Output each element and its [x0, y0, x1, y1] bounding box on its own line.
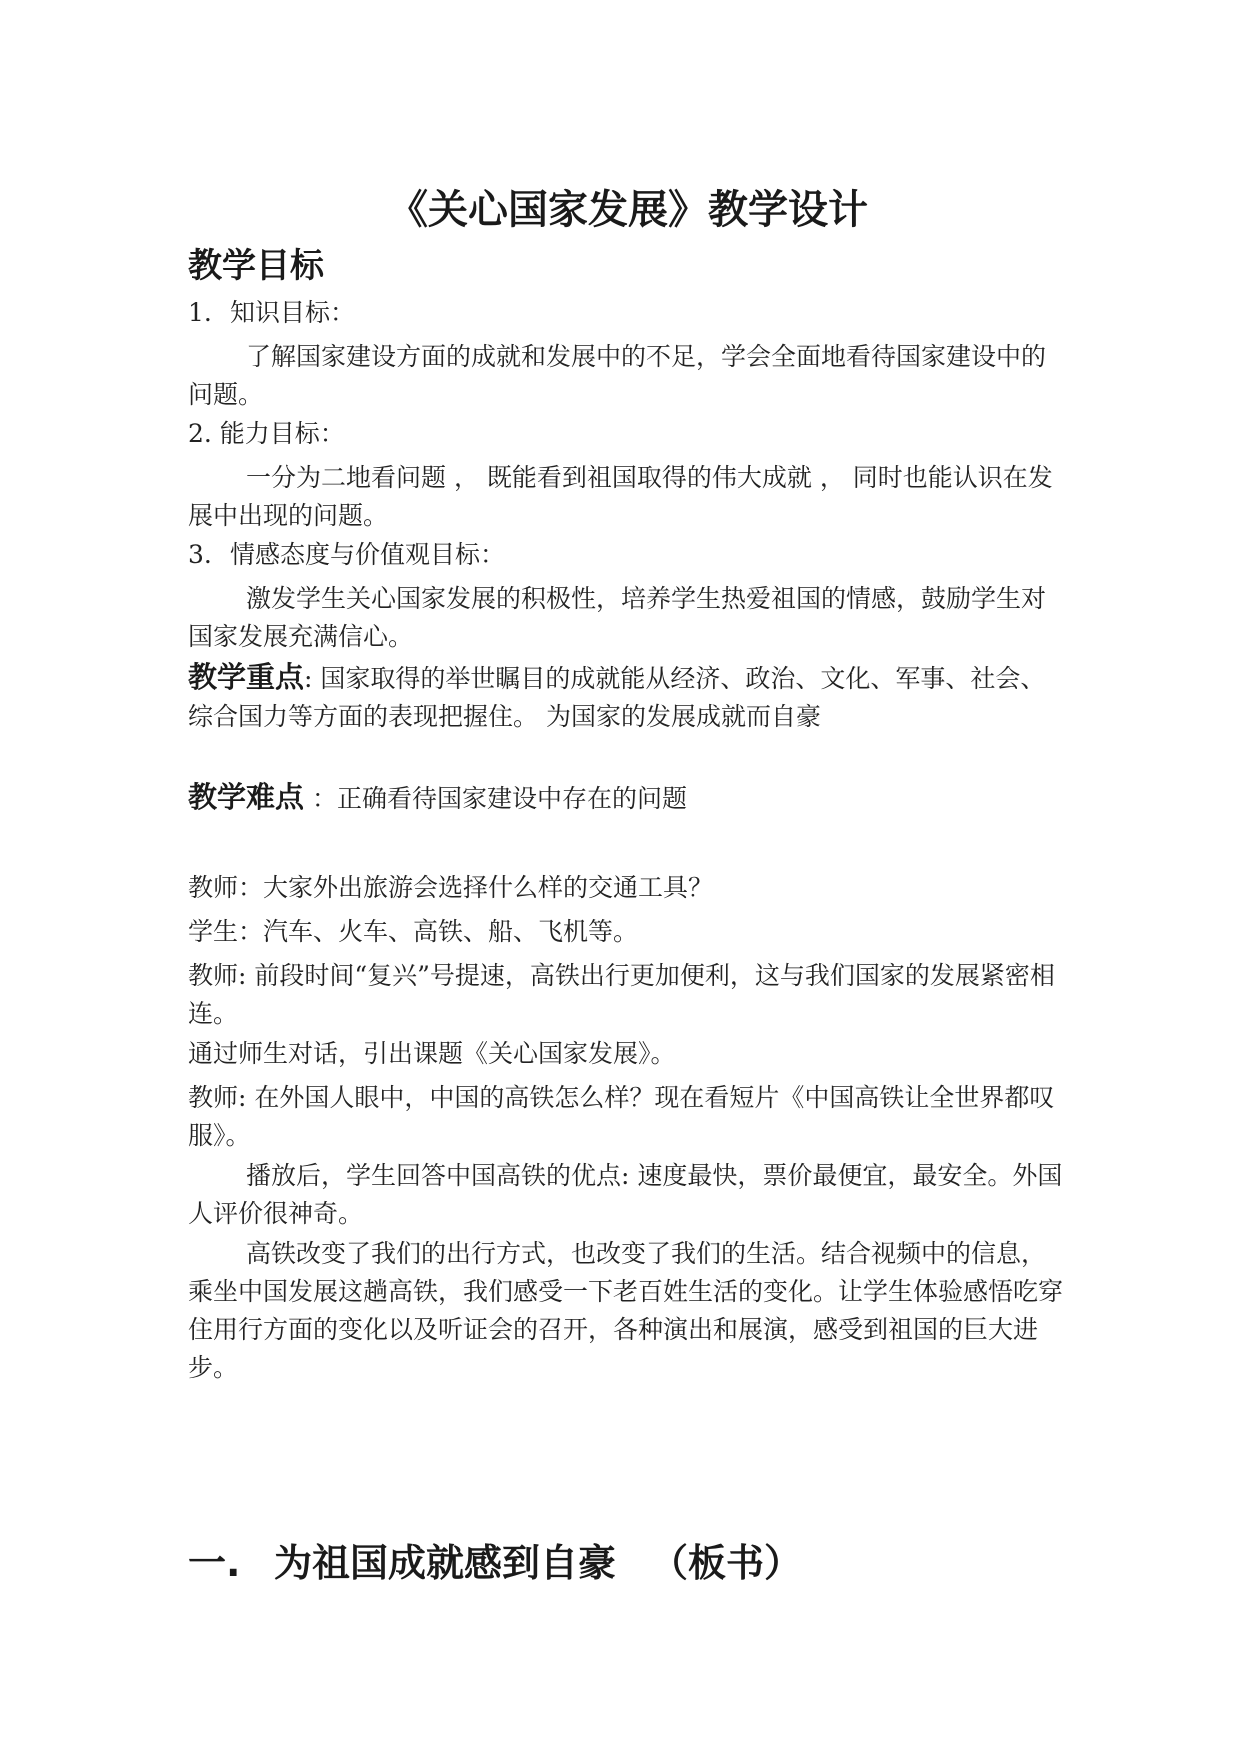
- goal-1-text: 了解国家建设方面的成就和发展中的不足，学会全面地看待国家建设中的问题。: [188, 342, 1047, 409]
- difficulty-paragraph: [188, 778, 687, 818]
- goal-2-text: 一分为二地看问题 ， 既能看到祖国取得的伟大成就 ， 同时也能认识在发展中出现的问题。: [188, 463, 1053, 530]
- dialogue-paragraph-2: 高铁改变了我们的出行方式，也改变了我们的生活。结合视频中的信息，乘坐中国发展这趟高铁，我们感受一下老百姓生活的变化。让学生体验感悟吃穿住用行方面的变化以及听证会的召开，各种演出和展演，感受到祖国的巨大进步。: [188, 1239, 1064, 1382]
- section-one-heading: [188, 1538, 802, 1588]
- document-title: 《关心国家发展》教学设计: [388, 187, 868, 233]
- key-point-label: 教学重点: [188, 660, 305, 694]
- dialogue-line-1: 教师：大家外出旅游会选择什么样的交通工具？: [188, 873, 714, 902]
- key-point-text: : 国家取得的举世瞩目的成就能从经济、政治、文化、军事、社会、综合国力等方面的表现把握住。 为国家的发展成就而自豪: [188, 664, 1046, 731]
- section-one-note: （板书）: [650, 1541, 803, 1585]
- difficulty-text: ：正确看待国家建设中存在的问题: [304, 784, 687, 813]
- section-one-title: 为祖国成就感到自豪: [274, 1541, 617, 1585]
- section-one-number: 一.: [188, 1541, 241, 1585]
- goal-1-title: 知识目标：: [230, 298, 356, 327]
- dialogue-line-5: 教师: 在外国人眼中，中国的高铁怎么样？现在看短片《中国高铁让全世界都叹服》。: [188, 1083, 1055, 1150]
- dialogue-paragraph-1: 播放后，学生回答中国高铁的优点: 速度最快，票价最便宜，最安全。外国人评价很神奇。: [188, 1161, 1063, 1228]
- dialogue-line-2: 学生：汽车、火车、高铁、船、飞机等。: [188, 917, 639, 946]
- section-heading-goals: 教学目标: [188, 246, 324, 286]
- goal-1-label: [188, 294, 355, 332]
- difficulty-label: 教学难点: [188, 780, 305, 814]
- key-point-paragraph: [188, 658, 1068, 736]
- goal-3-number: 3.: [188, 540, 212, 569]
- goal-3-title: 情感态度与价值观目标：: [230, 540, 506, 569]
- goal-3-label: [188, 536, 505, 574]
- dialogue-line-3: 教师: 前段时间“复兴”号提速，高铁出行更加便利，这与我们国家的发展紧密相连。: [188, 961, 1055, 1028]
- goal-3-text: 激发学生关心国家发展的积极性，培养学生热爱祖国的情感，鼓励学生对国家发展充满信心。: [188, 584, 1047, 651]
- dialogue-line-4: 通过师生对话，引出课题《关心国家发展》。: [188, 1039, 676, 1068]
- goal-2-label: 2. 能力目标：: [188, 419, 345, 448]
- goal-1-number: 1.: [188, 298, 212, 327]
